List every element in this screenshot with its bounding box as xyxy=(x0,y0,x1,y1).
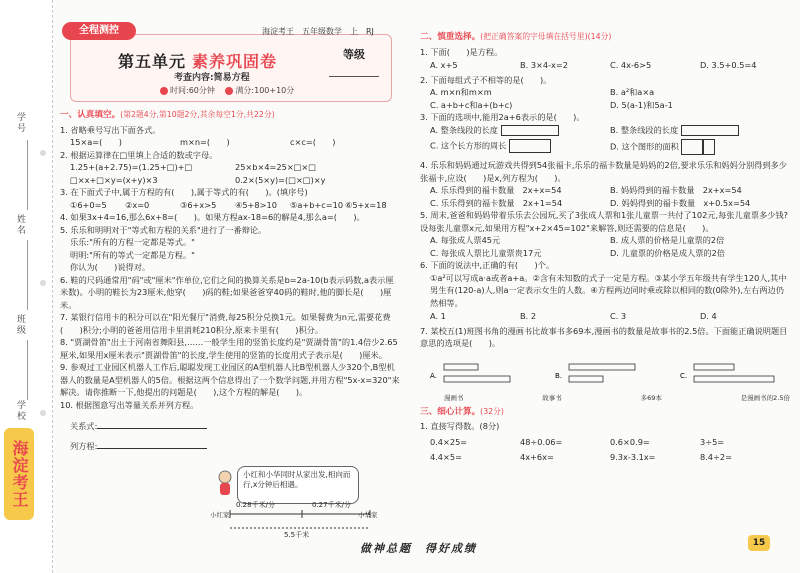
question-9: 9. 参观过工业园区机器人工作后,聪聪发现工业园区的A型机器人比B型机器人少320个,B型机器人的数量是A型机器人的5倍。根据这两个信息得出了一个数学问题,并用方程"5x-x=320"来解决。请你推断一下,他提出的问题是( ),这个方程的解是( )。 xyxy=(60,362,400,397)
binding-hole xyxy=(40,410,46,416)
question-5-claim-b: 明明:"所有的等式一定都是方程。" xyxy=(70,249,195,260)
question-1: 1. 省略乘号写出下面各式。 xyxy=(60,124,161,135)
margin-label-class: 班级 xyxy=(15,314,25,336)
question-5-claim-a: 乐乐:"所有的方程一定都是等式。" xyxy=(70,237,195,247)
paper-title: 素养巩固卷 xyxy=(192,52,278,71)
question-2: 2. 根据运算律在□里填上合适的数或字母。 xyxy=(60,149,218,160)
distance-label: 5.5千米 xyxy=(284,531,310,539)
page-title xyxy=(118,49,277,72)
margin-label-id: 学号 xyxy=(15,112,25,134)
speed-right-label: 0.27千米/分 xyxy=(312,501,351,509)
home-hua-label: 小华家 xyxy=(358,511,378,519)
publisher-logo: 海淀考王 xyxy=(4,428,34,520)
svg-text:B.: B. xyxy=(555,371,563,380)
choice-5-options-ab: A. 每张成人票45元 B. 成人票的价格是儿童票的2倍 xyxy=(430,235,725,245)
question-10-relation: 关系式: xyxy=(60,419,400,433)
choice-4-options-cd: C. 乐乐得到的福卡数量 2x+1=54 D. 妈妈得到的福卡数量 x+0.5x=54 xyxy=(430,197,751,208)
question-4: 4. 如果3x+4=16,那么6x+8=( )。如果方程ax-18=6的解是4,那么a=( )。 xyxy=(60,212,365,222)
margin-label-name: 姓名 xyxy=(15,214,25,236)
score-icon xyxy=(225,87,233,95)
grade-label: 等级 xyxy=(343,48,365,61)
choice-3: 3. 下面的选项中,能用2a+6表示的是( )。 xyxy=(420,112,585,122)
speech-bubble: 小红和小华同时从家出发,相向而行,x分钟后相遇。 xyxy=(237,466,359,504)
margin-line xyxy=(27,140,28,210)
section-calculation: 三、细心计算。(32分) xyxy=(420,406,504,417)
grade-line xyxy=(329,76,379,77)
right-column xyxy=(420,30,790,467)
choice-2-options-cd: C. a+b+c和a+(b+c) D. 5(a-1)和5a-1 xyxy=(430,99,673,110)
exam-info xyxy=(160,85,294,96)
unit-title: 第五单元 xyxy=(118,52,187,71)
grade-box xyxy=(326,46,382,86)
question-6: 6. 鞋的尺码通常用"码"或"厘米"作单位,它们之间的换算关系是b=2a-10(b表示码数,a表示厘米数)。小明的鞋长为23厘米,他穿( )码的鞋;如果爸爸穿40码的鞋时,他的脚长是( )厘米。 xyxy=(60,274,394,310)
question-10-equation: 列方程: xyxy=(60,439,400,453)
calc-question-1: 1. 直接写得数。(8分) xyxy=(420,421,500,431)
question-3-items: ①6+0=5 ②x=0 ③6+x>5 ④5+8>10 ⑤a+b+c=10 ⑥5+x=18 xyxy=(70,199,387,210)
choice-5-options-cd: C. 每张成人票比儿童票贵17元 D. 儿童票的价格是成人票的2倍 xyxy=(430,247,725,258)
choice-3-options-cd: C. 这个长方形的周长 D. 这个图形的面积 xyxy=(420,139,790,155)
question-1-items: 15×a=( ) m×n=( ) c×c=( ) xyxy=(70,137,336,147)
binding-margin xyxy=(0,0,53,573)
page-footer-slogan: 做神总题 得好成绩 xyxy=(360,542,477,555)
margin-line xyxy=(27,340,28,400)
calc-row-2: 4.4×5= 4x+6x= 9.3x-3.1x= 8.4÷2= xyxy=(430,452,732,462)
binding-hole xyxy=(40,280,46,286)
choice-4: 4. 乐乐和妈妈通过玩游戏共得到54张福卡,乐乐的福卡数量是妈妈的2倍,要求乐乐和妈妈分别得到多少张福卡,应设( )是x,列方程为( )。 xyxy=(420,160,787,183)
question-5: 5. 乐乐和明明对于"等式和方程的关系"进行了一番辩论。 xyxy=(60,224,267,235)
svg-text:A.: A. xyxy=(430,371,437,380)
choice-1: 1. 下面( )是方程。 xyxy=(420,46,503,57)
choice-2: 2. 下面每组式子不相等的是( )。 xyxy=(420,74,552,85)
clock-icon xyxy=(160,87,168,95)
question-10: 10. 根据图意写出等量关系并列方程。 xyxy=(60,399,199,410)
bar-model-a xyxy=(430,354,540,394)
choice-5: 5. 周末,爸爸和妈妈带着乐乐去公园玩,买了3张成人票和1张儿童票一共付了102元,每张儿童票多少钱?设每张儿童票x元,如果用方程"x+2×45=102"来解答,则还需要的信息是( )。 xyxy=(420,210,788,233)
question-7: 7. 某银行信用卡的积分可以在"阳光餐厅"消费,每25积分兑换1元。如果餐费为n元,需要花费( )积分;小明的爸爸用信用卡里消耗210积分,原来卡里有( )积分。 xyxy=(60,312,391,335)
home-red-label: 小红家 xyxy=(210,511,230,519)
choice-6-options: A. 1 B. 2 C. 3 D. 4 xyxy=(430,311,717,321)
choice-4-options-ab: A. 乐乐得到的福卡数量 2x+x=54 B. 妈妈得到的福卡数量 2x+x=54 xyxy=(430,185,742,195)
question-8: 8. "贾湖骨笛"出土于河南省舞阳县,……一般学生用的竖笛长度约是"贾湖骨笛"的1.4倍少2.65厘米,如果用x厘米表示"贾湖骨笛"的长度,学生使用的竖笛的长度用式子表示是( )厘米。 xyxy=(60,337,398,360)
series-badge: 全程测控 xyxy=(62,22,136,40)
exam-scope: 考查内容:简易方程 xyxy=(174,73,250,83)
calc-row-1: 0.4×25= 48÷0.06= 0.6×0.9= 3÷5= xyxy=(430,436,725,447)
choice-3-options-ab: A. 整条线段的长度 B. 整条线段的长度 xyxy=(420,124,790,137)
choice-7: 7. 某校五(1)班图书角的漫画书比故事书多69本,漫画书的数量是故事书的2.5倍。下面能正确说明题目意思的选项是( )。 xyxy=(420,325,788,348)
page-number: 15 xyxy=(748,535,770,551)
question-2-row-2: □×x+□×y=(x+y)×3 0.2×(5×y)=(□×□)×y xyxy=(70,174,326,185)
svg-text:C.: C. xyxy=(680,371,688,380)
choice-1-options: A. x+5 B. 3×4-x=2 C. 4x-6>5 D. 3.5+0.5=4 xyxy=(430,60,757,70)
choice-6: 6. 下面的说法中,正确的有( )个。 xyxy=(420,260,555,270)
question-2-row-1: 1.25+(a+2.75)=(1.25+□)+□ 25×b×4=25×□×□ xyxy=(70,162,317,172)
section-fill-blanks: 一、认真填空。(第2题4分,第10题2分,其余每空1分,共22分) xyxy=(60,110,275,120)
section-multiple-choice: 二、慎重选择。(把正确答案的字母填在括号里)(14分) xyxy=(420,32,612,42)
exam-time: 时间:60分钟 xyxy=(170,86,223,95)
exam-score: 满分:100+10分 xyxy=(235,86,295,95)
bar-model-b xyxy=(555,354,665,394)
choice-7-diagrams xyxy=(430,354,790,394)
choice-7-labels: 漫画书 故事书 多69本 是漫画书的2.5倍 xyxy=(444,393,790,402)
choice-6-statements: ①a²可以写成a·a或者a+a。②含有未知数的式子一定是方程。③某小学五年级共有学生120人,其中男生有(120-a)人,则a一定表示女生的人数。④方程两边同时乘或除以相同的数(0除外),左右两边仍然相等。 xyxy=(430,272,787,308)
bar-model-c xyxy=(680,354,790,394)
question-3: 3. 在下面式子中,属于方程的有( ),属于等式的有( )。(填序号) xyxy=(60,187,308,197)
margin-label-school: 学校 xyxy=(15,400,25,422)
margin-line xyxy=(27,240,28,310)
choice-2-options-ab: A. m×n和m×m B. a²和a×a xyxy=(430,87,655,97)
question-5-answer: 你认为( )说得对。 xyxy=(70,262,151,272)
left-column xyxy=(60,108,400,452)
speed-left-label: 0.28千米/分 xyxy=(236,501,275,509)
child-illustration-icon xyxy=(215,470,235,496)
binding-hole xyxy=(40,150,46,156)
book-meta: 海淀考王 五年级数学 上 RJ xyxy=(262,27,374,36)
